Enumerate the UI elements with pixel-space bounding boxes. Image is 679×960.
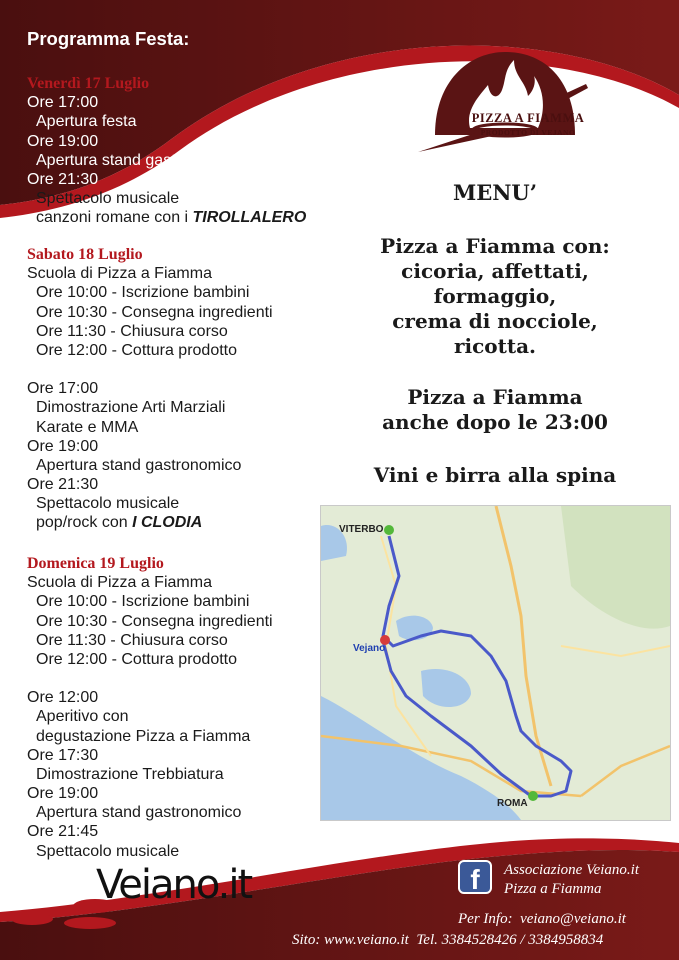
sunday-school-item: Ore 10:00 - Iscrizione bambini [36,593,250,611]
sunday-school-item: Ore 12:00 - Cottura prodotto [36,650,237,668]
friday-line: Apertura festa [36,113,137,131]
saturday-school-item: Ore 10:00 - Iscrizione bambini [36,284,250,302]
saturday-school-item: Ore 11:30 - Chiusura corso [36,322,228,340]
friday-title: Venerdì 17 Luglio [27,75,150,92]
sunday-school-item: Ore 10:30 - Consegna ingredienti [36,612,273,630]
menu-late-line: Pizza a Fiamma [407,385,583,409]
sunday-title: Domenica 19 Luglio [27,555,164,572]
saturday-band-name: I CLODIA [132,514,203,532]
map-graphic [321,506,670,820]
sunday-line: Ore 12:00 [27,689,99,707]
sunday-school-item: Ore 11:30 - Chiusura corso [36,631,228,649]
friday-line: Apertura stand gastronomico [36,151,242,169]
friday-line: Ore 21:30 [27,170,99,188]
logo-name: PIZZA A FIAMMA [471,111,585,125]
footer-info [458,911,626,928]
brand-oval-3 [64,917,116,929]
saturday-band-line [27,513,273,532]
page-title: Programma Festa: [27,28,190,49]
saturday-school: Scuola di Pizza a Fiamma [27,265,212,283]
map-label-viterbo: VITERBO [339,524,384,535]
footer-assoc-line2: Pizza a Fiamma [504,881,602,897]
saturday-school-item: Ore 12:00 - Cottura prodotto [36,341,237,359]
sunday-line: Spettacolo musicale [36,842,180,860]
friday-band-line [27,208,306,227]
roma-marker [528,791,538,801]
map-label-vejano: Vejano [353,643,386,654]
footer-info-label: Per Info: [458,911,513,927]
saturday-line: Apertura stand gastronomico [36,456,242,474]
saturday-band-prefix: pop/rock con [36,514,133,532]
sunday-line: Ore 19:00 [27,785,99,803]
sunday-line: Ore 21:45 [27,823,99,841]
menu-title: MENU’ [452,180,538,205]
viterbo-marker [384,525,394,535]
footer-phones: 3384528426 / 3384958834 [441,932,604,948]
friday-line: Spettacolo musicale [36,190,180,208]
menu-line: formaggio, [433,284,557,308]
sunday-line: Aperitivo con [36,708,129,726]
friday-section [27,74,306,228]
menu-late-line: anche dopo le 23:00 [382,410,608,434]
map-label-roma: ROMA [497,798,528,809]
friday-line: Ore 19:00 [27,132,99,150]
saturday-section [27,245,273,533]
saturday-line: Spettacolo musicale [36,495,180,513]
sunday-line: Dimostrazione Trebbiatura [36,765,224,783]
sunday-line: Apertura stand gastronomico [36,804,242,822]
footer-site-label: Sito: [292,932,321,948]
sunday-line: Ore 17:30 [27,746,99,764]
menu-drinks: Vini e birra alla spina [373,463,617,487]
menu-line: Pizza a Fiamma con: [380,234,610,258]
saturday-line: Dimostrazione Arti Marziali [36,399,226,417]
footer-tel-label: Tel. [416,932,438,948]
saturday-line: Ore 19:00 [27,437,99,455]
saturday-line: Ore 21:30 [27,476,99,494]
route-map[interactable] [320,505,671,821]
brand-oval-1 [11,913,53,925]
sunday-school: Scuola di Pizza a Fiamma [27,574,212,592]
friday-band-name: TIROLLALERO [192,209,307,227]
menu-list [330,234,660,359]
sunday-line: degustazione Pizza a Fiamma [36,727,251,745]
footer-assoc-line1: Associazione Veiano.it [504,862,639,878]
footer-email[interactable]: veiano@veiano.it [520,911,626,927]
friday-band-prefix: canzoni romane con i [36,209,193,227]
brand-name [96,862,251,908]
saturday-line: Ore 17:00 [27,380,99,398]
footer-contacts [292,932,603,949]
logo-sub: PRODOTTO DI VEJANO [480,128,576,137]
friday-line: Ore 17:00 [27,94,99,112]
flame-oven-icon [410,40,590,165]
footer-site[interactable]: www.veiano.it [324,932,409,948]
sunday-section [27,554,273,861]
saturday-line: Karate e MMA [36,418,139,436]
menu-line: crema di nocciole, [392,309,598,333]
menu-line: cicoria, affettati, [401,259,589,283]
pizza-a-fiamma-logo [410,40,590,165]
menu-late [330,385,660,435]
saturday-title: Sabato 18 Luglio [27,246,143,263]
facebook-icon[interactable]: f [458,860,492,894]
brand-text: Veiano.it [96,862,252,908]
saturday-school-item: Ore 10:30 - Consegna ingredienti [36,303,273,321]
menu-line: ricotta. [453,334,537,358]
